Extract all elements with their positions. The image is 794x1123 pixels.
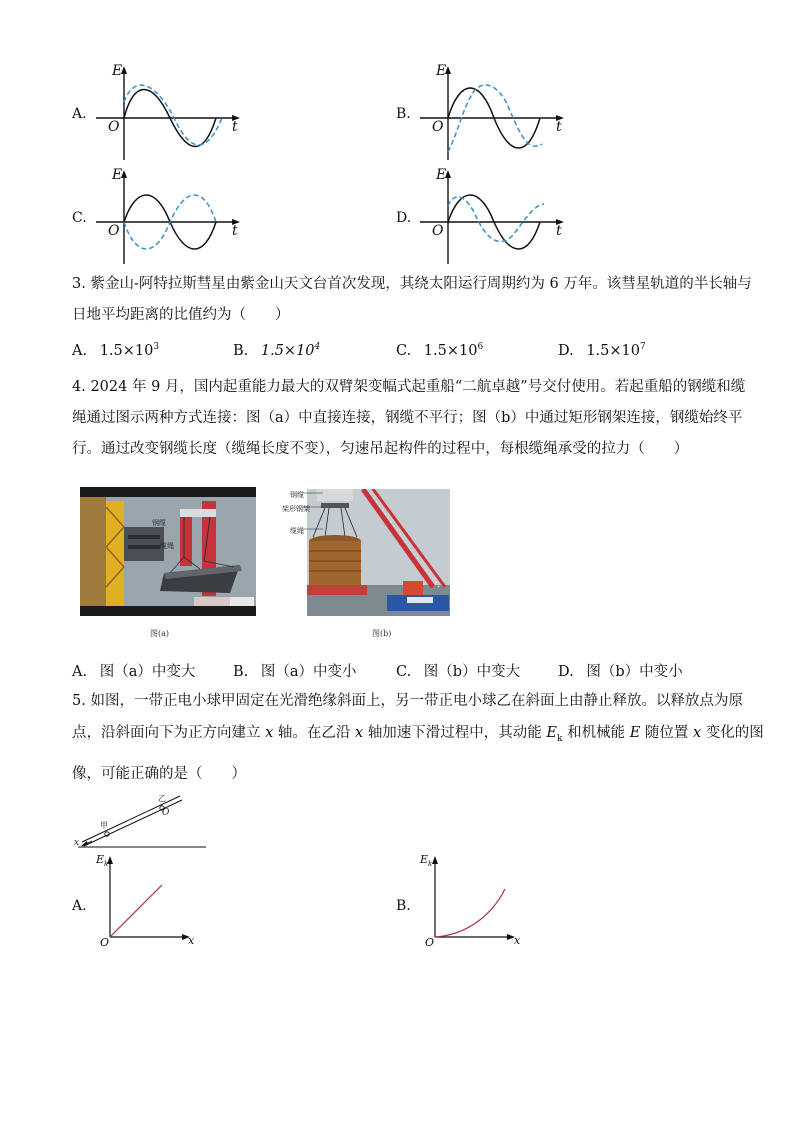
caption-b: 图(b) — [372, 629, 392, 638]
math-x: x — [265, 725, 274, 741]
y-axis-label: $E_k$ — [420, 853, 433, 869]
label-rope-b: 缆绳 — [290, 527, 304, 535]
origin-label: O — [425, 936, 435, 949]
text-segment: 轴加速下滑过程中，其动能 — [367, 725, 542, 741]
option-label: D. — [558, 342, 574, 359]
q3-option-c — [396, 342, 483, 359]
diagram-ball-b: 乙 — [158, 794, 166, 803]
option-label: C. — [72, 210, 87, 226]
option-label: A. — [72, 106, 87, 122]
x-axis-label: x — [188, 934, 195, 947]
option-value: 1.5×10 — [260, 342, 315, 359]
q3-option-a — [72, 342, 159, 359]
option-value: 1.5×10 — [423, 342, 478, 359]
option-label: A. — [72, 898, 87, 914]
q3-stem-line1: 3. 紫金山-阿特拉斯彗星由紫金山天文台首次发现，其绕太阳运行周期约为 6 万年。该彗星轨道的半长轴与 — [72, 276, 752, 292]
crane-photo-b-drawing — [307, 489, 450, 616]
math-e: E — [629, 725, 641, 741]
diagram-axis-x: x — [74, 838, 80, 848]
crane-photo-b — [307, 489, 450, 616]
incline-diagram — [72, 792, 212, 852]
y-axis-label: E — [112, 63, 123, 79]
math-sub-k: k — [557, 733, 563, 744]
text-segment: 轴。在乙沿 — [277, 725, 351, 741]
x-axis-label: t — [232, 223, 238, 239]
origin-label: O — [432, 119, 444, 135]
x-axis-label: t — [556, 119, 562, 135]
option-text: 图（a）中变小 — [260, 664, 357, 680]
label-steel-cable-b: 钢缆 — [290, 491, 304, 499]
q5-stem-line1: 5. 如图，一带正电小球甲固定在光滑绝缘斜面上，另一带正电小球乙在斜面上由静止释放。以释放点为原 — [72, 693, 743, 709]
label-rope-a: 缆绳 — [160, 542, 174, 550]
option-label: B. — [233, 664, 249, 680]
q5-graph-a — [100, 855, 200, 945]
option-label: B. — [396, 106, 411, 122]
option-label: A. — [72, 664, 88, 680]
q5-graph-b — [425, 855, 525, 945]
q4-stem-line2: 绳通过图示两种方式连接：图（a）中直接连接，钢缆不平行；图（b）中通过矩形钢架连接，钢缆始终平 — [72, 410, 743, 426]
q4-option-d — [558, 660, 683, 681]
q4-stem-line1: 4. 2024 年 9 月，国内起重能力最大的双臂架变幅式起重船“二航卓越”号交付使用。若起重船的钢缆和缆 — [72, 379, 746, 395]
option-text: 图（b）中变小 — [586, 664, 683, 680]
q4-stem-line3: 行。通过改变钢缆长度（缆绳长度不变），匀速吊起构件的过程中，每根缆绳承受的拉力（ ） — [72, 441, 689, 457]
text-segment: 点，沿斜面向下为正方向建立 — [72, 725, 261, 741]
option-label: D. — [558, 664, 574, 680]
origin-label: O — [432, 223, 444, 239]
option-label: C. — [396, 664, 412, 680]
q4-option-b — [233, 660, 357, 681]
label-steel-cable-a: 钢缆 — [152, 519, 166, 527]
label-leader-lines-b — [303, 490, 325, 534]
q4-option-a — [72, 660, 195, 681]
option-exponent: 4 — [314, 342, 321, 352]
option-text: 图（b）中变大 — [423, 664, 521, 680]
option-label: C. — [396, 342, 412, 359]
y-axis-label: E — [436, 167, 447, 183]
q3-option-b — [233, 342, 320, 359]
math-x: x — [693, 725, 702, 741]
label-frame-b: 架形钢架 — [282, 505, 310, 513]
diagram-ball-a: 甲 — [100, 821, 108, 830]
option-exponent: 6 — [477, 342, 484, 352]
x-axis-label: t — [556, 223, 562, 239]
option-exponent: 3 — [153, 342, 160, 352]
option-value: 1.5×10 — [586, 342, 640, 359]
y-axis-label: E — [436, 63, 447, 79]
option-label: B. — [396, 898, 411, 914]
text-segment: 和机械能 — [567, 725, 626, 741]
diagram-origin: O — [162, 808, 170, 818]
text-segment: 变化的图 — [705, 725, 764, 741]
option-exponent: 7 — [640, 342, 646, 352]
option-label: B. — [233, 342, 249, 359]
option-value: 1.5×10 — [99, 342, 154, 359]
option-label: D. — [396, 210, 412, 226]
q5-stem-line2 — [72, 722, 764, 750]
origin-label: O — [100, 936, 110, 949]
option-label: A. — [72, 342, 88, 359]
math-e: E — [546, 725, 558, 741]
q4-option-c — [396, 660, 520, 681]
y-axis-label: E — [112, 167, 123, 183]
q3-option-d — [558, 342, 646, 359]
origin-label: O — [108, 119, 120, 135]
option-text: 图（a）中变大 — [99, 664, 196, 680]
y-axis-label: $E_k$ — [96, 853, 109, 869]
math-x: x — [355, 725, 364, 741]
crane-photo-a-drawing — [80, 487, 256, 616]
text-segment: 随位置 — [644, 725, 689, 741]
crane-photo-a — [80, 487, 256, 616]
caption-a: 图(a) — [150, 629, 170, 638]
x-axis-label: x — [514, 934, 521, 947]
x-axis-label: t — [232, 119, 238, 135]
q5-stem-line3: 像，可能正确的是（ ） — [72, 766, 246, 782]
q3-stem-line2: 日地平均距离的比值约为（ ） — [72, 307, 290, 323]
origin-label: O — [108, 223, 120, 239]
